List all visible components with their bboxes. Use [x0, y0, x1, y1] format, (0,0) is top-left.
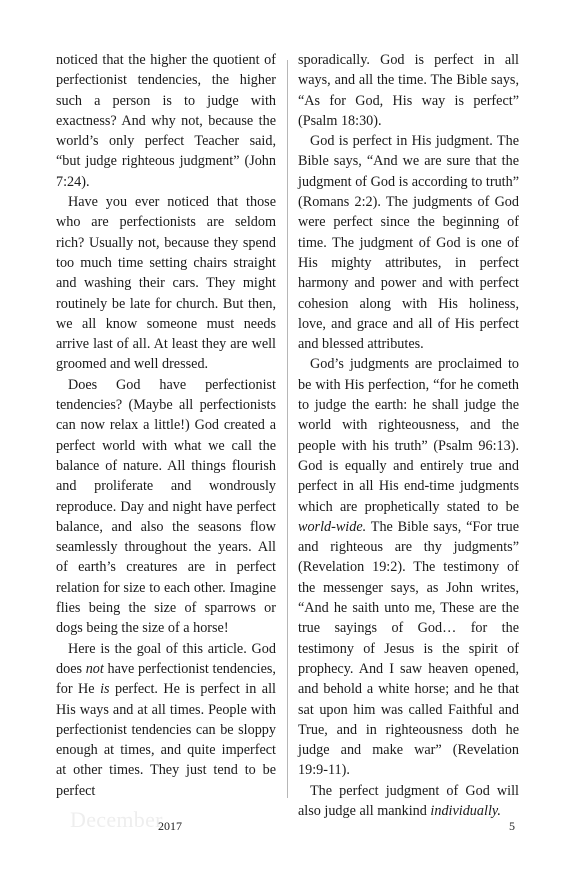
paragraph: noticed that the higher the quotient of perfectionist tendencies, the higher such a person is to judge with exactness? And why not, because the world’s only perfect Teacher said, “but judge righteous judgment” (John 7:24).	[56, 52, 276, 190]
footer-year: 2017	[158, 819, 182, 833]
emphasis: world-wide.	[298, 518, 367, 535]
paragraph: God is perfect in His judgment. The Bible says, “And we are sure that the judgment of God is according to truth” (Romans 2:2). The judgments of God were perfect since the beginning of time. The judgment of God is one of His mighty attributes, in perfect harmony and power and with perfect cohesion along with His holiness, love, and grace and all of His perfect and blessed attributes.	[298, 133, 519, 353]
page-number: 5	[509, 819, 515, 833]
paragraph: Does God have perfectionist tendencies? (Maybe all perfectionists can now relax a little!) God created a perfect world with what we call the balance of nature. All things flourish and proliferate and wondrously reproduce. Day and night have perfect balance, and also the seasons flow seamlessly throughout the years. All of earth’s creatures are in perfect relation for size to each other. Imagine flies being the size of sparrows or dogs being the size of a horse!	[56, 376, 276, 637]
right-column	[298, 50, 519, 821]
text-run: The perfect judgment of God will also judge all mankind	[298, 782, 519, 819]
paragraph: sporadically. God is perfect in all ways, and all the time. The Bible says, “As for God, His way is perfect” (Psalm 18:30).	[298, 52, 519, 129]
column-divider	[287, 60, 288, 798]
paragraph	[56, 639, 276, 801]
text-run: The Bible says, “For true and righteous are thy judgments” (Revelation 19:2). The testimony of the messenger says, as John writes, “And he saith unto me, These are the true sayings of God… for the testimony of Jesus is the spirit of prophecy. And I saw heaven opened, and behold a white horse; and he that sat upon him was called Faithful and True, and in righteousness doth he judge and make war” (Revelation 19:9-11).	[298, 518, 519, 779]
emphasis: is	[100, 681, 110, 698]
text-run: God’s judgments are proclaimed to be with His perfection, “for he cometh to judge the earth: he shall judge the world with righteousness, and the people with his truth” (Psalm 96:13). God is equally and entirely true and perfect in all His end-time judgments which are prophetically stated to be	[298, 356, 519, 515]
emphasis: not	[85, 660, 104, 677]
footer-month: December	[70, 807, 163, 832]
paragraph	[298, 781, 519, 822]
text-run: have perfectionist tendencies, for He	[56, 660, 276, 698]
paragraph: Have you ever noticed that those who are perfectionists are seldom rich? Usually not, because they spend too much time setting chairs straight and washing their cars. They might routinely be late for church. But then, we all know someone must needs arrive last of all. At least they are well groomed and well dressed.	[56, 194, 276, 373]
emphasis: individually.	[430, 802, 501, 819]
text-run: Here is the goal of this article. God does	[56, 640, 276, 677]
paragraph	[298, 354, 519, 780]
text-run: perfect. He is perfect in all His ways and at all times. People with perfectionist tendencies can be sloppy enough at times, and quite imperfect at other times. They just tend to be perfect	[56, 681, 276, 799]
left-column	[56, 50, 276, 801]
